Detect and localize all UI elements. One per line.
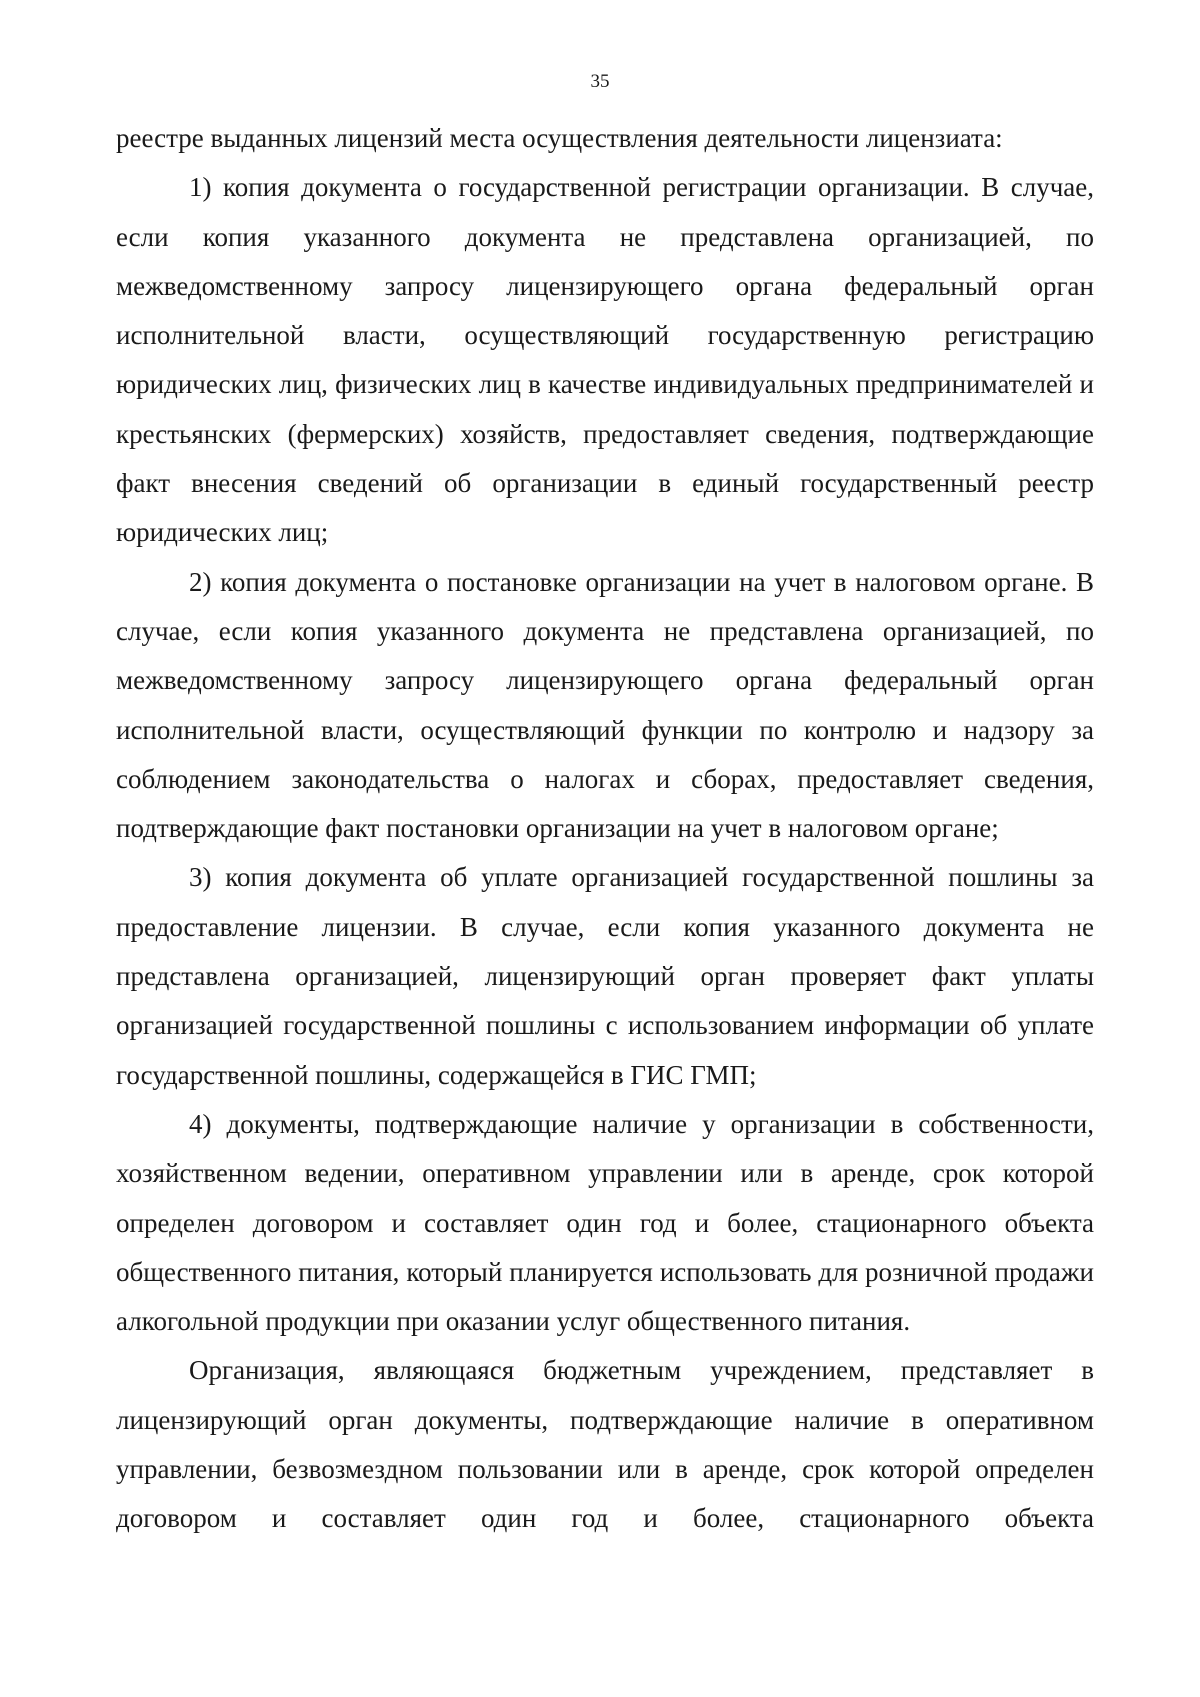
page-number: 35 (590, 71, 610, 92)
paragraph-continuation: реестре выданных лицензий места осуществления деятельности лицензиата: (116, 123, 1003, 153)
paragraph-budget-institution: Организация, являющаяся бюджетным учреждением, представляет в лицензирующий орган документы, подтверждающие наличие в оперативном управлении, безвозмездном пользовании или в аренде, срок которой определен договором и составляет один год и более, стационарного объекта (116, 1355, 1094, 1534)
paragraph-item-2: 2) копия документа о постановке организации на учет в налоговом органе. В случае, если копия указанного документа не представлена организацией, по межведомственному запросу лицензирующего органа федеральный орган исполнительной власти, осуществляющий функции по контролю и надзору за соблюдением законодательства о налогах и сборах, предоставляет сведения, подтверждающие факт постановки организации на учет в налоговом органе; (116, 566, 1094, 844)
document-body (116, 114, 1094, 1544)
paragraph-item-4: 4) документы, подтверждающие наличие у организации в собственности, хозяйственном ведении, оперативном управлении или в аренде, срок которой определен договором и составляет один год и более, стационарного объекта общественного питания, который планируется использовать для розничной продажи алкогольной продукции при оказании услуг общественного питания. (116, 1108, 1094, 1337)
paragraph-item-1: 1) копия документа о государственной регистрации организации. В случае, если копия указанного документа не представлена организацией, по межведомственному запросу лицензирующего органа федеральный орган исполнительной власти, осуществляющий государственную регистрацию юридических лиц, физических лиц в качестве индивидуальных предпринимателей и крестьянских (фермерских) хозяйств, предоставляет сведения, подтверждающие факт внесения сведений об организации в единый государственный реестр юридических лиц; (116, 172, 1094, 548)
paragraph-item-3: 3) копия документа об уплате организацией государственной пошлины за предоставление лицензии. В случае, если копия указанного документа не представлена организацией, лицензирующий орган проверяет факт уплаты организацией государственной пошлины с использованием информации об уплате государственной пошлины, содержащейся в ГИС ГМП; (116, 862, 1094, 1090)
